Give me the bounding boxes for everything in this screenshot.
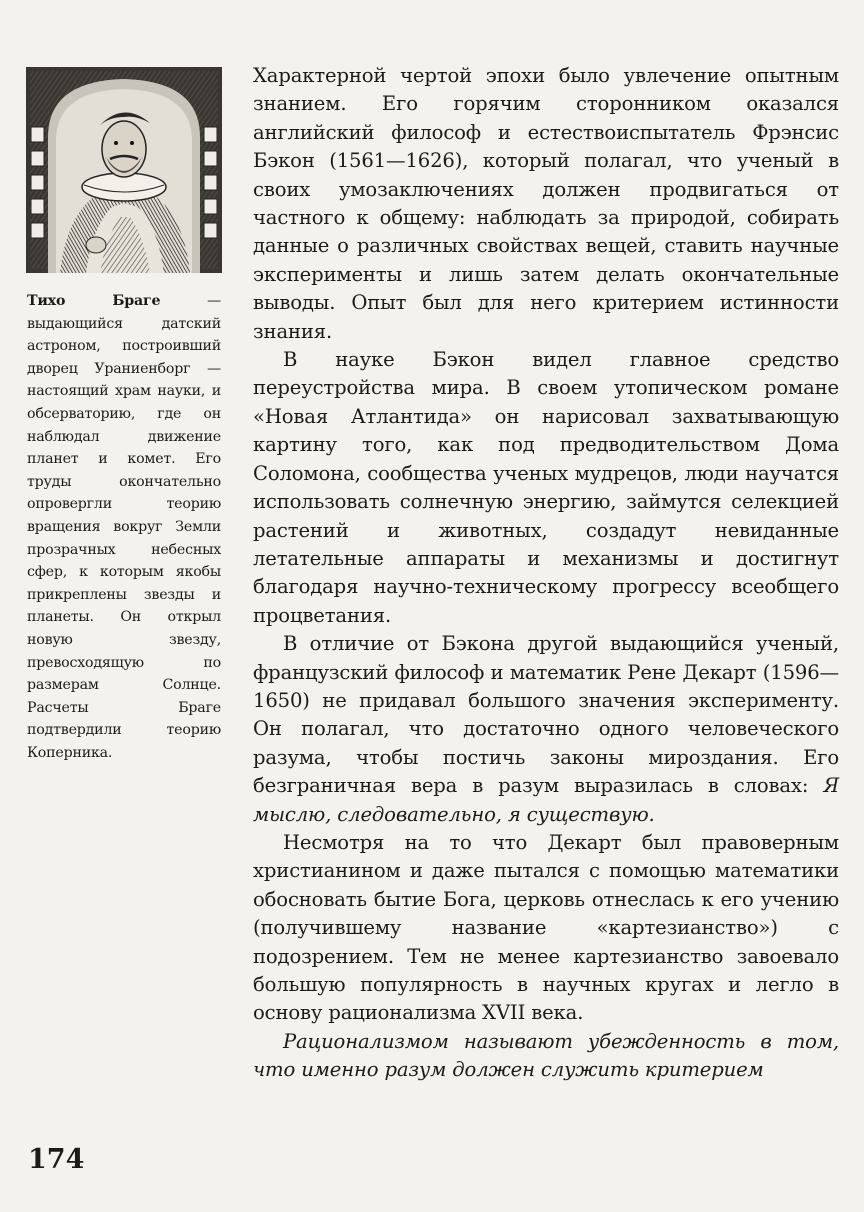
paragraph-new-atlantis: В науке Бэкон видел главное средство переустройства мира. В своем утопическом романе «Новая Атлантида» он нарисовал захватывающую картину того, как под предводительством Дома Соломона, сообщества ученых мудрецов, люди научатся использовать солнечную энергию, займутся селекцией растений и животных, создадут невиданные летательные аппараты и механизмы и достигнут благодаря научно-техническому прогрессу всеобщего процветания.: [253, 348, 839, 627]
paragraph-descartes: [253, 630, 839, 829]
paragraph-cartesianism: Несмотря на то что Декарт был правоверным христианином и даже пытался с помощью математики обосновать бытие Бога, церковь отнеслась к его учению (получившему название «картезианство») с подозрением. Тем не менее картезианство завоевало большую популярность в научных кругах и легло в основу рационализма XVII века.: [253, 830, 839, 1025]
paragraph-bacon-intro: Характерной чертой эпохи было увлечение опытным знанием. Его горячим сторонником оказался английский философ и естествоиспытатель Фрэнсис Бэкон (1561—1626), который полагал, что ученый в своих умозаключениях должен продвигаться от частного к общему: наблюдать за природой, собирать данные о различных свойствах вещей, ставить научные эксперименты и лишь затем делать окончательные выводы. Опыт был для него критерием истинности знания.: [253, 64, 839, 343]
page-number: 174: [28, 1144, 85, 1175]
caption-text: — выдающийся датский астроном, построивший дворец Ураниенборг — настоящий храм науки, и обсерваторию, где он наблюдал движение планет и комет. Его труды окончательно опровергли теорию вращения вокруг Земли прозрачных небесных сфер, к которым якобы прикреплены звезды и планеты. Он открыл новую звезду, превосходящую по размерам Солнце. Расчеты Браге подтвердили теорию Коперника.: [27, 293, 221, 761]
portrait-caption: [27, 290, 221, 764]
descartes-text: В отличие от Бэкона другой выдающийся ученый, французский философ и математик Рене Декарт (1596—1650) не придавал большого значения эксперименту. Он полагал, что достаточно одного человеческого разума, чтобы постичь законы мироздания. Его безграничная вера в разум выразилась в словах:: [253, 632, 839, 798]
main-text-column: [253, 62, 839, 1085]
tycho-brahe-engraving-icon: [26, 67, 222, 273]
paragraph-rationalism-definition: Рационализмом называют убежденность в том, что именно разум должен служить критерием: [253, 1029, 839, 1082]
caption-name: Тихо Браге: [27, 293, 161, 309]
descartes-quote: Я мыслю, следовательно, я существую.: [253, 774, 839, 826]
